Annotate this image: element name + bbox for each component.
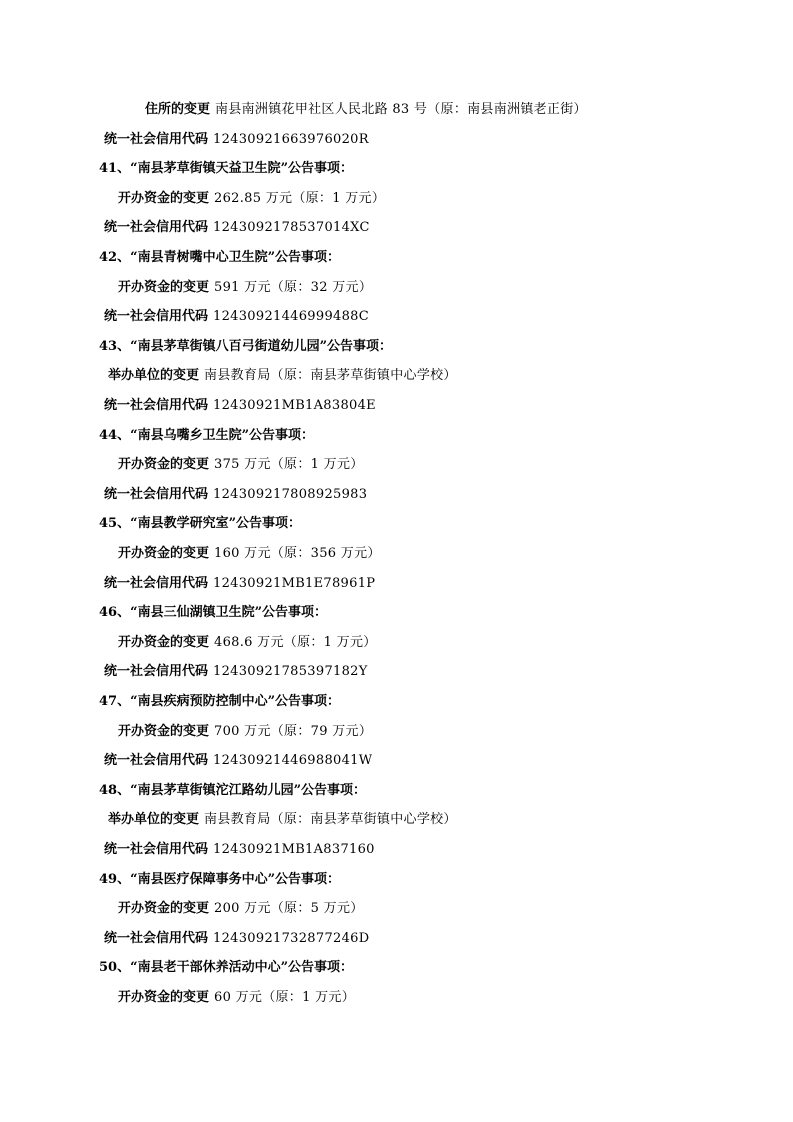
- change-label: 开办资金的变更: [118, 457, 210, 473]
- change-value: 南县教育局（原：南县茅草街镇中心学校）: [204, 812, 457, 828]
- heading-text: 46、“南县三仙湖镇卫生院”公告事项：: [99, 605, 328, 621]
- change-item-line: [108, 811, 457, 829]
- change-value: 160 万元（原：356 万元）: [214, 546, 381, 561]
- change-item-line: [118, 456, 364, 474]
- credit-code-line: [104, 841, 375, 859]
- change-item-line: [108, 367, 457, 385]
- announcement-heading: [99, 338, 392, 356]
- heading-text: 50、“南县老干部休养活动中心”公告事项：: [99, 960, 354, 976]
- change-label: 开办资金的变更: [118, 723, 210, 739]
- announcement-heading: [99, 782, 366, 800]
- credit-code-label: 统一社会信用代码: [104, 131, 209, 147]
- credit-code-line: [104, 575, 375, 593]
- announcement-heading: [99, 959, 353, 977]
- change-item-line: [118, 900, 364, 918]
- credit-code-line: [104, 930, 369, 948]
- change-value: 南县南洲镇花甲社区人民北路 83 号（原：南县南洲镇老正街）: [215, 102, 587, 117]
- change-item-line: [118, 723, 372, 741]
- credit-code-value: 1243092178537014XC: [213, 220, 370, 236]
- credit-code-label: 统一社会信用代码: [104, 398, 209, 413]
- change-value: 262.85 万元（原：1 万元）: [214, 190, 386, 206]
- credit-code-line: [104, 663, 368, 681]
- heading-text: 44、“南县乌嘴乡卫生院”公告事项：: [99, 427, 315, 443]
- announcement-heading: [99, 160, 353, 178]
- change-label: 开办资金的变更: [118, 546, 210, 561]
- credit-code-line: [104, 219, 370, 237]
- credit-code-value: 12430921MB1A83804E: [213, 398, 376, 413]
- credit-code-line: [104, 131, 369, 149]
- credit-code-value: 12430921446988041W: [213, 753, 373, 769]
- change-value: 南县教育局（原：南县茅草街镇中心学校）: [204, 368, 457, 384]
- change-item-line: [118, 279, 372, 297]
- change-value: 200 万元（原：5 万元）: [214, 901, 364, 917]
- credit-code-value: 12430921MB1A837160: [213, 842, 375, 857]
- heading-text: 43、“南县茅草街镇八百弓街道幼儿园”公告事项：: [99, 338, 393, 354]
- announcement-heading: [99, 604, 327, 622]
- credit-code-line: [104, 752, 372, 770]
- change-label: 住所的变更: [145, 102, 211, 117]
- change-label: 举办单位的变更: [108, 812, 200, 828]
- credit-code-value: 12430921446999488C: [213, 309, 369, 325]
- change-value: 375 万元（原：1 万元）: [214, 457, 364, 473]
- change-value: 468.6 万元（原：1 万元）: [214, 634, 377, 650]
- heading-text: 47、“南县疾病预防控制中心”公告事项：: [99, 694, 341, 709]
- credit-code-label: 统一社会信用代码: [104, 664, 209, 680]
- credit-code-value: 12430921663976020R: [213, 131, 369, 147]
- heading-text: 48、“南县茅草街镇沱江路幼儿园”公告事项：: [99, 782, 367, 798]
- change-label: 开办资金的变更: [118, 901, 210, 917]
- change-item-line: [118, 545, 381, 563]
- credit-code-label: 统一社会信用代码: [104, 753, 209, 769]
- change-label: 举办单位的变更: [108, 368, 200, 384]
- change-value: 60 万元（原：1 万元）: [214, 990, 355, 1005]
- credit-code-line: [104, 308, 369, 326]
- credit-code-value: 12430921732877246D: [213, 930, 370, 946]
- change-value: 591 万元（原：32 万元）: [214, 279, 373, 295]
- heading-text: 49、“南县医疗保障事务中心”公告事项：: [99, 871, 341, 887]
- heading-text: 41、“南县茅草街镇天益卫生院”公告事项：: [99, 161, 354, 177]
- credit-code-label: 统一社会信用代码: [104, 486, 209, 502]
- change-item-line: [118, 190, 385, 208]
- heading-text: 42、“南县青树嘴中心卫生院”公告事项：: [99, 250, 341, 265]
- change-label: 开办资金的变更: [118, 190, 210, 206]
- credit-code-label: 统一社会信用代码: [104, 309, 209, 325]
- credit-code-label: 统一社会信用代码: [104, 930, 209, 946]
- change-item-line: [118, 634, 377, 652]
- credit-code-value: 12430921MB1E78961P: [213, 575, 376, 591]
- credit-code-value: 124309217808925983: [213, 486, 368, 502]
- announcement-heading: [99, 427, 314, 445]
- credit-code-label: 统一社会信用代码: [104, 220, 209, 236]
- credit-code-label: 统一社会信用代码: [104, 575, 209, 591]
- credit-code-line: [104, 397, 376, 415]
- announcement-heading: [99, 249, 340, 267]
- change-label: 开办资金的变更: [118, 634, 210, 650]
- change-label: 开办资金的变更: [118, 279, 210, 295]
- change-label: 开办资金的变更: [118, 990, 210, 1005]
- credit-code-line: [104, 486, 367, 504]
- announcement-heading: [99, 515, 301, 533]
- announcement-heading: [99, 693, 340, 711]
- announcement-heading: [99, 871, 340, 889]
- credit-code-label: 统一社会信用代码: [104, 842, 209, 857]
- change-value: 700 万元（原：79 万元）: [214, 723, 373, 739]
- change-item-line: [145, 101, 587, 119]
- change-item-line: [118, 989, 355, 1007]
- heading-text: 45、“南县教学研究室”公告事项：: [99, 516, 302, 532]
- credit-code-value: 12430921785397182Y: [213, 664, 368, 680]
